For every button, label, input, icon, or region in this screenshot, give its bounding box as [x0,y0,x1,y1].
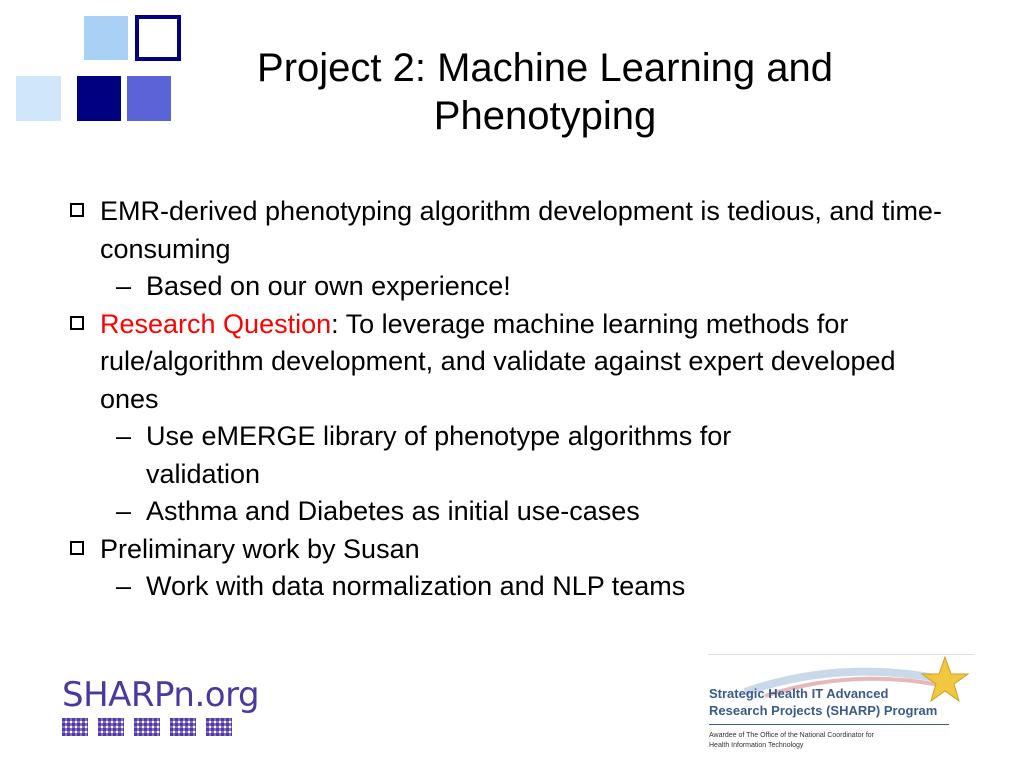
sub-bullet-2-2 [0,493,846,531]
dash-marker: – [116,421,132,451]
dash-marker: – [116,571,132,601]
decor-square-blue [127,76,171,121]
square-bullet-icon [70,316,84,330]
bullet-list [0,193,1024,606]
dash-marker: – [116,496,132,526]
decor-square-navy [77,76,121,121]
sharp-program-small1: Awardee of The Office of the National Coordinator for [709,732,874,739]
decor-square-outline [135,15,181,61]
sharp-program-line1: Strategic Health IT Advanced [709,686,889,701]
bullet-2 [0,306,960,419]
square-bullet-icon [70,203,84,217]
square-bullet-icon [70,541,84,555]
sharp-program-line2: Research Projects (SHARP) Program [709,703,938,718]
sharpn-logo-text: SHARPn.org [62,675,260,715]
sharp-program-rule [709,724,949,725]
sub-bullet-1-1 [0,268,846,306]
dash-marker: – [116,271,132,301]
sharpn-dot-pattern [62,718,282,736]
sub-bullet-2-1-text: Use eMERGE library of phenotype algorithms for validation [146,421,732,489]
bullet-1-text: EMR-derived phenotyping algorithm development is tedious, and time-consuming [100,196,942,264]
sub-bullet-3-1 [0,568,846,606]
sub-bullet-2-1 [0,418,846,493]
sharpn-logo [62,675,282,740]
sharp-program-small2: Health Information Technology [709,742,804,749]
research-question-highlight: Research Question [100,308,332,339]
bullet-2-text: : To leverage machine learning methods for rule/algorithm development, and validate against expert developed ones [100,308,896,414]
decor-square-light-blue-top [84,16,128,60]
slide-title: Project 2: Machine Learning and Phenotyping [257,46,833,138]
bullet-3 [0,531,960,569]
sub-bullet-2-2-text: Asthma and Diabetes as initial use-cases [146,496,640,526]
bullet-3-text: Preliminary work by Susan [100,533,420,564]
sub-bullet-3-1-text: Work with data normalization and NLP teams [146,571,686,601]
sharp-program-logo [705,652,975,762]
star-icon [922,657,968,701]
bullet-1 [0,193,960,268]
decor-square-pale [16,76,61,121]
sub-bullet-1-1-text: Based on our own experience! [146,271,511,301]
